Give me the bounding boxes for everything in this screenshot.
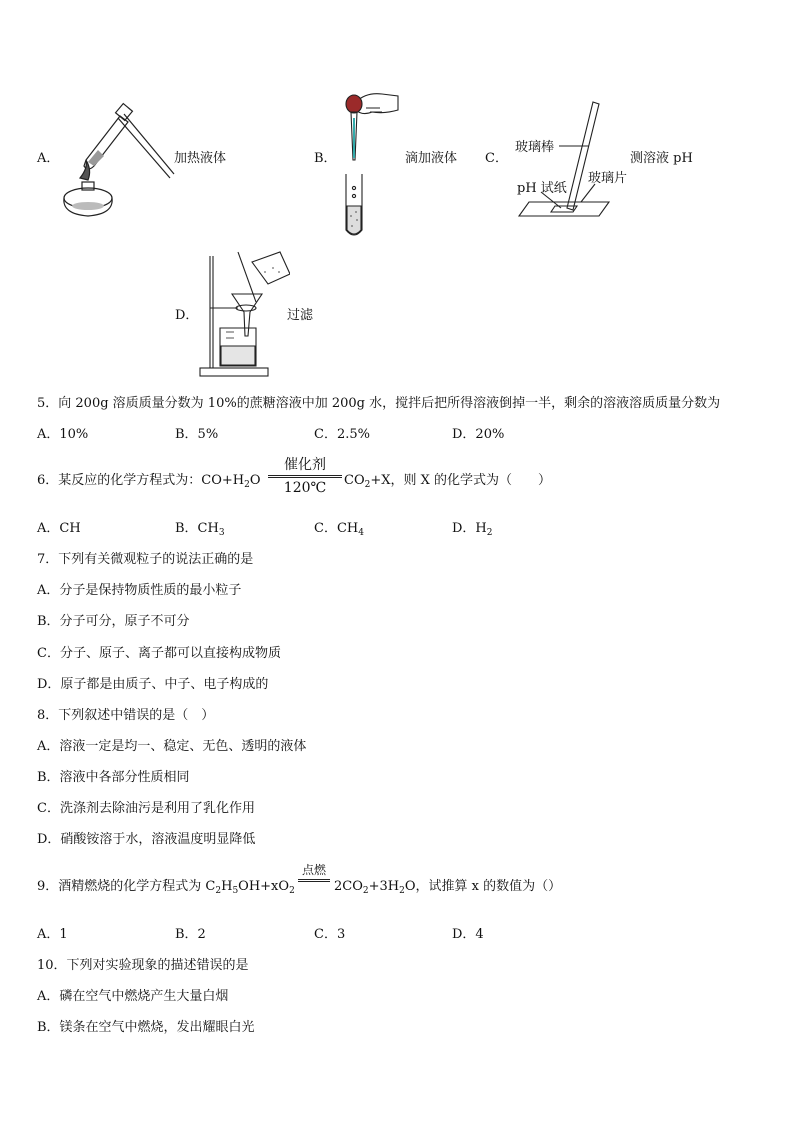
q9-sub-c2: 2 [215, 886, 222, 896]
q6-option-c-sub: 4 [358, 528, 364, 538]
option-d-caption: 过滤 [287, 308, 314, 323]
q5-stem: 5．向 200g 溶质质量分数为 10%的蔗糖溶液中加 200g 水，搅拌后把所得溶液倒掉一半，剩余的溶液溶质质量分数为 [37, 396, 721, 411]
q8-option-d: D．硝酸铵溶于水，溶液温度明显降低 [37, 832, 256, 847]
q6-stem-o: O [249, 473, 261, 488]
q10-stem: 10．下列对实验现象的描述错误的是 [37, 958, 249, 973]
option-b-letter: B． [314, 151, 337, 166]
q7-option-c: C．分子、原子、离子都可以直接构成物质 [37, 646, 281, 661]
q9-stem-pre: 9．酒精燃烧的化学方程式为 C [37, 879, 216, 894]
q6-option-c-text: C．CH [314, 521, 359, 536]
q9-option-a: A．1 [37, 927, 68, 942]
q9-sub-h2: 2 [399, 886, 405, 896]
option-a-letter: A． [37, 151, 60, 166]
q9-stem-post [334, 878, 561, 900]
q10-option-a: A．磷在空气中燃烧产生大量白烟 [37, 989, 229, 1004]
q9-option-d: D．4 [452, 927, 484, 942]
q8-option-c: C．洗涤剂去除油污是利用了乳化作用 [37, 801, 255, 816]
q6-option-a: A．CH [37, 521, 81, 536]
q6-option-c [314, 520, 364, 542]
q6-sub-h2: 2 [244, 480, 250, 490]
q6-stem-post [344, 472, 551, 494]
q6-stem-pre: 6．某反应的化学方程式为：CO+H [37, 473, 245, 488]
q7-option-d: D．原子都是由质子、中子、电子构成的 [37, 677, 269, 692]
q9-option-b: B．2 [175, 927, 206, 942]
q6-temperature: 120℃ [283, 480, 327, 496]
q9-post-tail: O，试推算 x 的数值为（） [404, 879, 562, 894]
q9-post-co: 2CO [334, 879, 363, 894]
q6-stem-co: CO [344, 473, 365, 488]
q8-option-a: A．溶液一定是均一、稳定、无色、透明的液体 [37, 739, 307, 754]
q5-option-a: A．10% [37, 427, 89, 442]
q5-option-d: D．20% [452, 427, 505, 442]
option-d-letter: D． [175, 308, 199, 323]
label-glass-plate: 玻璃片 [588, 171, 628, 186]
q9-stem [37, 878, 295, 900]
q8-stem: 8．下列叙述中错误的是（ ） [37, 708, 215, 723]
q6-equals-line-1 [268, 475, 342, 476]
option-b-caption: 滴加液体 [405, 151, 458, 166]
q6-sub-co2: 2 [364, 480, 371, 490]
q9-sub-o2: 2 [289, 886, 295, 896]
q9-ignite: 点燃 [301, 863, 326, 877]
q9-option-c: C．3 [314, 927, 346, 942]
q9-equals-line-2 [298, 881, 330, 882]
filtration-figure [198, 250, 290, 378]
ph-measure-figure [515, 98, 615, 220]
q10-option-b: B．镁条在空气中燃烧，发出耀眼白光 [37, 1020, 255, 1035]
q6-reaction-condition [268, 456, 342, 498]
q7-stem: 7．下列有关微观粒子的说法正确的是 [37, 552, 254, 567]
q6-option-b [175, 520, 225, 542]
q9-reaction-condition [298, 862, 330, 882]
q6-catalyst: 催化剂 [284, 457, 326, 473]
q9-sub-h5: 5 [232, 886, 239, 896]
label-ph-paper: pH 试纸 [517, 181, 567, 196]
q9-post-h: +3H [368, 879, 400, 894]
q6-option-d [452, 520, 493, 542]
q6-stem [37, 472, 261, 494]
q9-oh: OH+xO [238, 879, 290, 894]
q5-option-b: B．5% [175, 427, 219, 442]
q9-equals-line-1 [298, 879, 330, 880]
q7-option-b: B．分子可分，原子不可分 [37, 614, 190, 629]
q6-option-d-sub: 2 [486, 528, 493, 538]
option-a-caption: 加热液体 [174, 151, 227, 166]
q5-option-c: C．2.5% [314, 427, 370, 442]
option-c-caption: 测溶液 pH [630, 151, 693, 166]
q9-sub-co2: 2 [362, 886, 369, 896]
q9-h: H [221, 879, 233, 894]
q8-option-b: B．溶液中各部分性质相同 [37, 770, 190, 785]
label-glass-rod: 玻璃棒 [515, 140, 555, 155]
q6-option-b-text: B．CH [175, 521, 219, 536]
dropping-liquid-figure [336, 88, 402, 240]
heating-liquid-figure [58, 98, 176, 220]
q6-option-b-sub: 3 [218, 528, 225, 538]
option-c-letter: C． [485, 151, 508, 166]
q6-option-d-text: D．H [452, 521, 487, 536]
q6-stem-tail: +X，则 X 的化学式为（ ） [370, 473, 552, 488]
q7-option-a: A．分子是保持物质性质的最小粒子 [37, 583, 242, 598]
